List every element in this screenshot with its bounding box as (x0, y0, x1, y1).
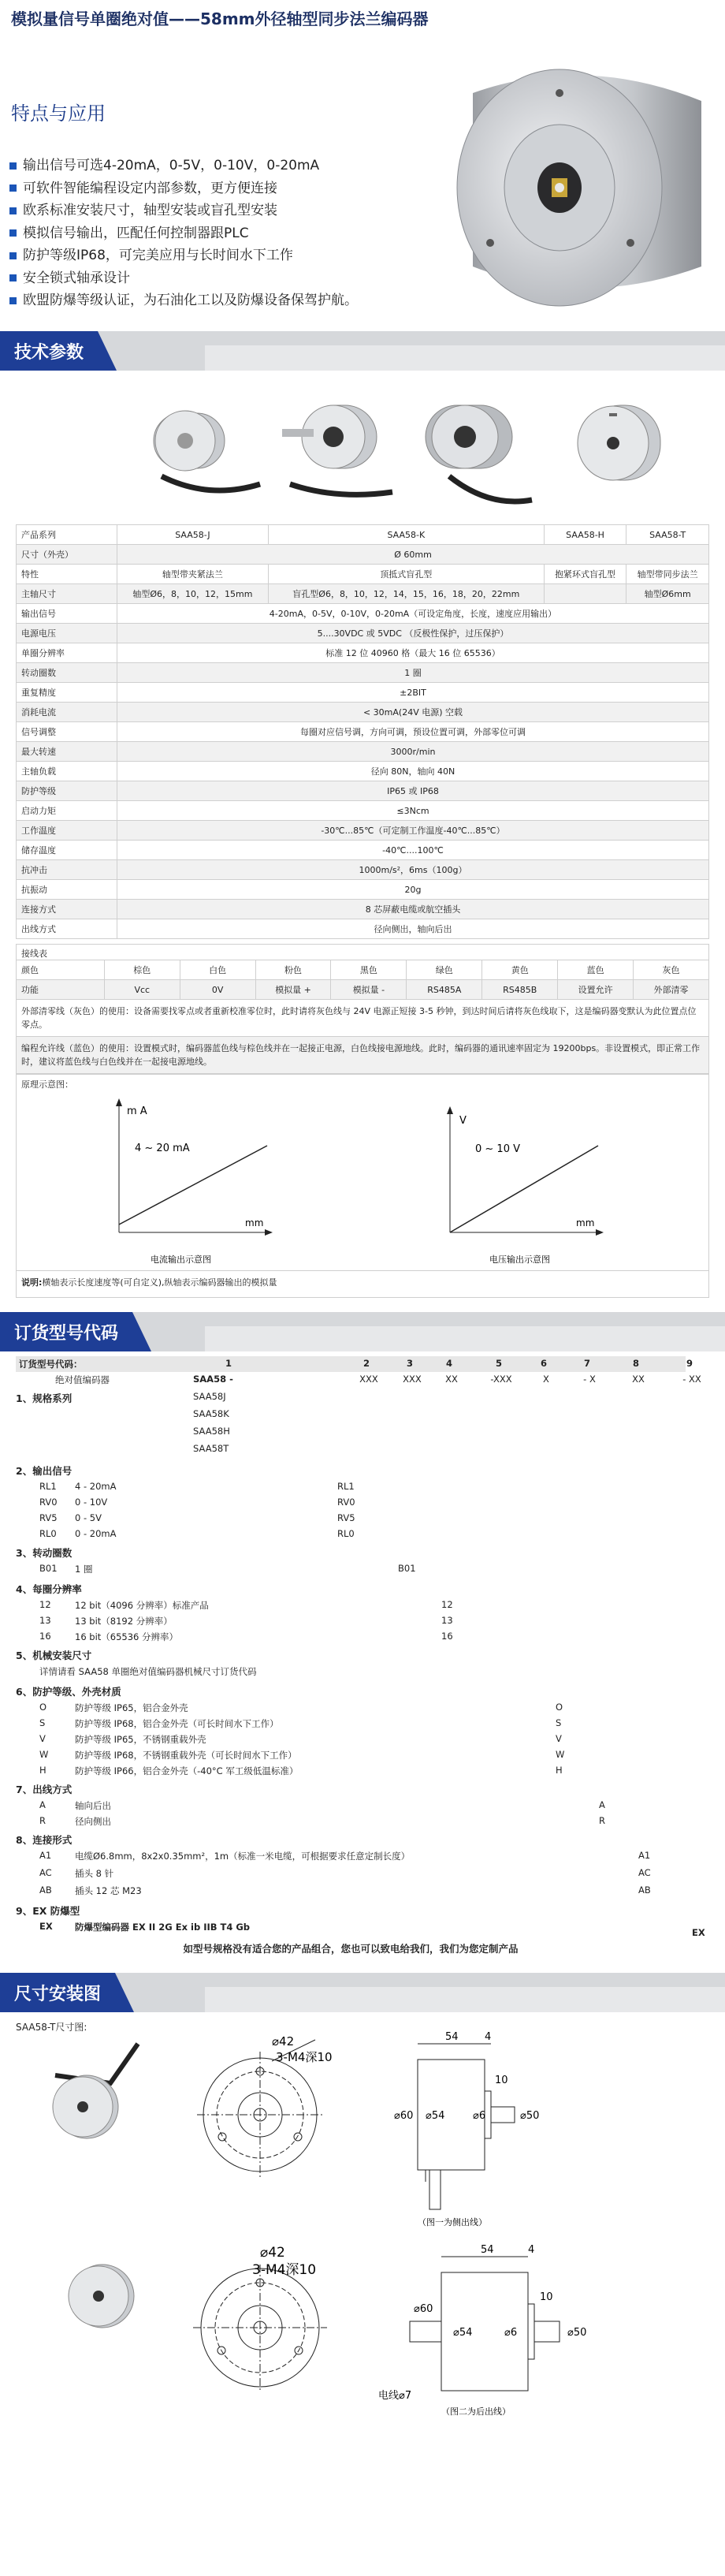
spec-value: 5....30VDC 或 5VDC （反极性保护，过压保护） (117, 624, 709, 643)
dimension-heading: 尺寸安装图 (0, 1973, 115, 2012)
d2-w54: 54 (481, 2244, 494, 2256)
spec-label: 抗振动 (17, 880, 117, 900)
order-desc: 插头 12 芯 M23 (75, 1885, 142, 1896)
spec-row (17, 880, 709, 900)
order-num: 5 (495, 1358, 502, 1369)
tech-banner (0, 331, 725, 371)
wiring-cell: 颜色 (17, 960, 105, 980)
spec-row (17, 624, 709, 643)
order-code-value: RL1 (337, 1481, 355, 1492)
spec-value: IP65 或 IP68 (117, 781, 709, 801)
order-section-title: 3、转动圈数 (16, 1547, 72, 1559)
order-desc: 防爆型编码器 EX II 2G Ex ib IIB T4 Gb (75, 1922, 251, 1933)
wiring-cell: RS485A (407, 980, 482, 1000)
intro-section (0, 0, 725, 331)
wiring-cell: 模拟量 + (255, 980, 331, 1000)
wiring-cell: 设置允许 (558, 980, 634, 1000)
spec-row (17, 643, 709, 663)
spec-value: 轴型带同步法兰 (626, 565, 709, 584)
banner-stripe (205, 1326, 725, 1351)
spec-value: 20g (117, 880, 709, 900)
d2-cable: 电线⌀7 (378, 2390, 412, 2402)
order-num: 3 (406, 1358, 413, 1369)
order-desc: 详情请看 SAA58 单圈绝对值编码器机械尺寸订货代码 (39, 1666, 257, 1677)
drawing2-front (193, 2265, 327, 2391)
model-h-image (402, 382, 536, 508)
feature-list (9, 155, 419, 312)
spec-row (17, 841, 709, 860)
principle-diagram (16, 1074, 709, 1271)
current-caption: 电流输出示意图 (151, 1254, 211, 1265)
tech-heading: 技术参数 (0, 331, 98, 371)
order-code-value: 12 (441, 1599, 453, 1610)
order-code-value: B01 (398, 1563, 416, 1574)
spec-value: SAA58-H (544, 525, 626, 545)
dimension-drawings (0, 2028, 725, 2422)
order-placeholder: X (543, 1374, 549, 1385)
spec-label: 最大转速 (17, 742, 117, 762)
voltage-y-arrow (447, 1106, 453, 1114)
order-series: SAA58J (193, 1391, 226, 1402)
order-code: RV0 (39, 1497, 58, 1508)
order-code: R (39, 1815, 46, 1826)
spec-table (16, 524, 709, 939)
order-product: 绝对值编码器 (55, 1374, 110, 1385)
photo-side-exit (53, 2044, 138, 2138)
order-code-value: R (599, 1815, 605, 1826)
order-desc: 防护等级 IP65，铝合金外壳 (75, 1702, 188, 1713)
order-desc: 轴向后出 (75, 1800, 111, 1811)
order-code: H (39, 1765, 46, 1776)
d2-w10: 10 (540, 2291, 553, 2303)
order-placeholder: -XXX (490, 1374, 512, 1385)
feature-item: 输出信号可选4-20mA，0-5V，0-10V，0-20mA (9, 155, 419, 177)
order-series: SAA58T (193, 1443, 229, 1454)
d2-w4: 4 (528, 2244, 535, 2256)
order-code: S (39, 1717, 46, 1728)
spec-value: ±2BIT (117, 683, 709, 703)
order-code-value: RV5 (337, 1512, 355, 1523)
feature-item: 安全锁式轴承设计 (9, 267, 419, 290)
spec-value: 顶抵式盲孔型 (268, 565, 544, 584)
wiring-cell: 白色 (180, 960, 255, 980)
order-code-value: H (556, 1765, 563, 1776)
order-code-value: A (599, 1799, 605, 1810)
spec-row (17, 663, 709, 683)
spec-value (544, 584, 626, 604)
current-xunit: mm (245, 1217, 264, 1228)
current-line (119, 1146, 267, 1225)
banner-stripe (205, 1987, 725, 2012)
order-series: SAA58K (193, 1408, 229, 1419)
d2-d42: ⌀42 (260, 2245, 285, 2261)
spec-value: -40℃....100℃ (117, 841, 709, 860)
order-header-label: 订货型号代码： (16, 1356, 686, 1372)
spec-row (17, 860, 709, 880)
order-desc: 13 bit（8192 分辨率） (75, 1616, 173, 1627)
order-series: SAA58H (193, 1426, 230, 1437)
order-desc: 0 - 5V (75, 1512, 102, 1523)
order-placeholder: XXX (403, 1374, 422, 1385)
feature-item: 欧系标准安装尺寸，轴型安装或盲孔型安装 (9, 199, 419, 222)
spec-label: 信号调整 (17, 722, 117, 742)
order-placeholder: - XX (682, 1374, 701, 1385)
product-title: 模拟量信号单圈绝对值——58mm外径轴型同步法兰编码器 (11, 9, 429, 28)
order-code: AC (39, 1867, 52, 1878)
d1-d42: ⌀42 (272, 2034, 295, 2048)
d2-h6: ⌀6 (504, 2327, 518, 2339)
dimension-section (0, 2012, 725, 2422)
banner-stripe (205, 345, 725, 371)
spec-value: 每圈对应信号调，方向可调，预设位置可调，外部零位可调 (117, 722, 709, 742)
bullet-icon (9, 162, 17, 170)
order-section-title: 7、出线方式 (16, 1784, 72, 1795)
spec-label: 工作温度 (17, 821, 117, 841)
current-unit: m A (127, 1105, 147, 1117)
dimension-caption: SAA58-T尺寸图: (16, 2022, 87, 2033)
order-placeholder: XX (445, 1374, 458, 1385)
d1-h54: ⌀54 (426, 2110, 445, 2122)
order-desc: 防护等级 IP66，铝合金外壳（-40°C 军工级低温标准） (75, 1765, 299, 1776)
dimension-banner (0, 1973, 725, 2012)
spec-label: 抗冲击 (17, 860, 117, 880)
voltage-x-arrow (596, 1229, 604, 1236)
wiring-note: 编程允许线（蓝色）的使用：设置模式时，编码器蓝色线与棕色线并在一起接正电源，白色线接电源地线。此时，编码器的通讯速率固定为 19200bps。非设置模式，即正常工作时，建议将蓝色线与白色线并在一起接电源地线。 (17, 1037, 709, 1074)
spec-value: 8 芯屏蔽电缆或航空插头 (117, 900, 709, 919)
order-desc: 4 - 20mA (75, 1481, 117, 1492)
order-placeholder: - X (583, 1374, 596, 1385)
order-code-value: 16 (441, 1631, 453, 1642)
spec-value: 轴型Ø6mm (626, 584, 709, 604)
spec-row (17, 584, 709, 604)
features-heading: 特点与应用 (11, 103, 106, 125)
order-section-title: 2、输出信号 (16, 1465, 72, 1477)
spec-label: 防护等级 (17, 781, 117, 801)
wiring-row (17, 960, 709, 980)
wiring-row (17, 980, 709, 1000)
d1-w10: 10 (495, 2075, 508, 2086)
order-code-value: AC (638, 1867, 651, 1878)
model-k-image (266, 382, 400, 508)
spec-label: 连接方式 (17, 900, 117, 919)
d1-h50: ⌀50 (520, 2110, 540, 2122)
d1-caption: （图一为侧出线） (418, 2217, 487, 2227)
feature-item: 防护等级IP68，可完美应用与长时间水下工作 (9, 244, 419, 267)
spec-value: 径向 80N，轴向 40N (117, 762, 709, 781)
order-desc: 径向侧出 (75, 1816, 111, 1827)
spec-label: 尺寸（外壳） (17, 545, 117, 565)
order-code: AB (39, 1884, 52, 1896)
d1-h6: ⌀6 (473, 2110, 486, 2122)
order-num: 8 (632, 1358, 639, 1369)
spec-row (17, 604, 709, 624)
current-y-arrow (116, 1098, 122, 1106)
spec-label: 电源电压 (17, 624, 117, 643)
spec-row (17, 683, 709, 703)
spec-label: 产品系列 (17, 525, 117, 545)
order-code-table (16, 1351, 709, 1973)
order-placeholder: XXX (359, 1374, 378, 1385)
spec-value: ≤3Ncm (117, 801, 709, 821)
drawing1-side (418, 2044, 515, 2209)
wiring-note-row (17, 1037, 709, 1074)
spec-value: SAA58-T (626, 525, 709, 545)
feature-item: 模拟信号输出，匹配任何控制器跟PLC (9, 222, 419, 245)
bullet-icon (9, 297, 17, 304)
order-code-value: RV0 (337, 1497, 355, 1508)
d1-w54: 54 (445, 2031, 459, 2043)
spec-row (17, 781, 709, 801)
bullet-icon (9, 207, 17, 214)
diagram-label: 原理示意图： (21, 1079, 73, 1090)
order-code: B01 (39, 1563, 58, 1574)
d1-h60: ⌀60 (394, 2110, 414, 2122)
spec-row (17, 919, 709, 939)
wiring-note: 外部清零线（灰色）的使用：设备需要找零点或者重新校准零位时，此时请将灰色线与 24V 电源正短接 3-5 秒钟，到达时间后请将灰色线取下，这是编码器变默认为此位置点位零点。 (17, 1000, 709, 1037)
wiring-cell: 0V (180, 980, 255, 1000)
order-code: 12 (39, 1599, 51, 1610)
order-code-value: RL0 (337, 1528, 355, 1539)
bullet-icon (9, 229, 17, 237)
wiring-cell: 模拟量 - (331, 980, 407, 1000)
order-num: 4 (445, 1358, 452, 1369)
spec-row (17, 545, 709, 565)
order-section-title: 8、连接形式 (16, 1834, 72, 1846)
order-code-value: V (556, 1733, 562, 1744)
order-section-title: 5、机械安装尺寸 (16, 1650, 92, 1661)
model-thumbnails (0, 371, 725, 524)
order-code: RL1 (39, 1481, 57, 1492)
spec-row (17, 742, 709, 762)
spec-value: 4-20mA，0-5V，0-10V，0-20mA（可设定角度，长度，速度应用输出） (117, 604, 709, 624)
order-code: A (39, 1799, 46, 1810)
d1-m4: 3-M4深10 (276, 2050, 333, 2064)
order-desc: 12 bit（4096 分辨率）标准产品 (75, 1600, 209, 1611)
order-code-value: A1 (638, 1850, 651, 1861)
d2-caption: （图二为后出线） (441, 2406, 511, 2417)
order-code-value: 13 (441, 1615, 453, 1626)
order-desc: 防护等级 IP68，不锈钢重载外壳（可长时间水下工作） (75, 1750, 297, 1761)
spec-row (17, 525, 709, 545)
spec-row (17, 722, 709, 742)
order-prefix: SAA58 - (193, 1374, 233, 1385)
spec-label: 启动力矩 (17, 801, 117, 821)
order-desc: 插头 8 针 (75, 1868, 114, 1879)
spec-label: 主轴负载 (17, 762, 117, 781)
wiring-cell: Vcc (104, 980, 180, 1000)
order-code-value: S (556, 1717, 562, 1728)
order-code-value: EX (692, 1927, 705, 1938)
order-desc: 防护等级 IP68，铝合金外壳（可长时间水下工作） (75, 1718, 279, 1729)
order-code: 13 (39, 1615, 51, 1626)
output-charts (17, 1075, 708, 1270)
spec-value: 1 圈 (117, 663, 709, 683)
d2-h54: ⌀54 (453, 2327, 473, 2339)
wiring-cell: 功能 (17, 980, 105, 1000)
bullet-icon (9, 185, 17, 192)
voltage-xunit: mm (576, 1217, 595, 1228)
spec-value: SAA58-J (117, 525, 269, 545)
order-desc: 防护等级 IP65，不锈钢重载外壳 (75, 1734, 206, 1745)
order-placeholder: XX (632, 1374, 645, 1385)
order-code: RV5 (39, 1512, 58, 1523)
order-desc: 0 - 20mA (75, 1528, 117, 1539)
order-heading: 订货型号代码 (0, 1312, 132, 1351)
wiring-cell: 粉色 (255, 960, 331, 980)
current-range: 4 ~ 20 mA (135, 1143, 190, 1154)
spec-label: 单圈分辨率 (17, 643, 117, 663)
order-desc: 0 - 10V (75, 1497, 108, 1508)
order-code-value: W (556, 1749, 565, 1760)
model-j-image (130, 382, 264, 508)
order-desc: 16 bit（65536 分辨率） (75, 1631, 179, 1642)
feature-item: 可软件智能编程设定内部参数，更方便连接 (9, 177, 419, 200)
order-num: 1 (225, 1358, 232, 1369)
order-section-title: 6、防护等级、外壳材质 (16, 1686, 121, 1698)
order-code: O (39, 1702, 47, 1713)
spec-value: SAA58-K (268, 525, 544, 545)
wiring-title: 接线表 (16, 944, 709, 960)
spec-row (17, 900, 709, 919)
order-code-value: O (556, 1702, 563, 1713)
spec-value: 径向侧出，轴向后出 (117, 919, 709, 939)
order-desc: 电缆Ø6.8mm，8x2x0.35mm²，1m（标准一米电缆，可根据要求任意定制长度） (75, 1851, 411, 1862)
d1-w4: 4 (485, 2031, 492, 2043)
order-code: 16 (39, 1631, 51, 1642)
spec-value: < 30mA(24V 电源) 空载 (117, 703, 709, 722)
photo-rear-exit (69, 2265, 134, 2328)
order-section-title: 4、每圈分辨率 (16, 1583, 82, 1595)
wiring-cell: 绿色 (407, 960, 482, 980)
wiring-cell: 黑色 (331, 960, 407, 980)
order-num: 2 (362, 1358, 370, 1369)
spec-row (17, 801, 709, 821)
model-t-image (542, 382, 676, 508)
bullet-icon (9, 274, 17, 281)
d2-h50: ⌀50 (567, 2327, 587, 2339)
spec-row (17, 565, 709, 584)
spec-row (17, 703, 709, 722)
wiring-cell: 外部清零 (634, 980, 709, 1000)
voltage-chart (447, 1106, 604, 1265)
spec-label: 转动圈数 (17, 663, 117, 683)
spec-row (17, 821, 709, 841)
voltage-unit: V (459, 1115, 467, 1127)
feature-item: 欧盟防爆等级认证，为石油化工以及防爆设备保驾护航。 (9, 289, 419, 312)
order-num: 6 (540, 1358, 547, 1369)
spec-label: 重复精度 (17, 683, 117, 703)
explain-text: 横轴表示长度速度等(可自定义),纵轴表示编码器输出的模拟量 (42, 1277, 277, 1288)
voltage-caption: 电压输出示意图 (489, 1254, 550, 1265)
drawing2-side (410, 2257, 560, 2391)
wiring-cell: RS485B (482, 980, 558, 1000)
wiring-note-row (17, 1000, 709, 1037)
order-section-title: 1、规格系列 (16, 1392, 72, 1404)
order-code: W (39, 1749, 49, 1760)
spec-value: Ø 60mm (117, 545, 709, 565)
spec-value: 抱紧环式盲孔型 (544, 565, 626, 584)
spec-value: -30℃...85℃（可定制工作温度-40℃...85℃） (117, 821, 709, 841)
order-section-title: 9、EX 防爆型 (16, 1905, 80, 1917)
current-x-arrow (265, 1229, 273, 1236)
order-code: A1 (39, 1850, 52, 1861)
order-footer: 如型号规格没有适合您的产品组合，您也可以致电给我们，我们为您定制产品 (183, 1943, 519, 1955)
wiring-table (16, 960, 709, 1074)
d2-h60: ⌀60 (414, 2303, 433, 2315)
order-num: 7 (583, 1358, 590, 1369)
spec-row (17, 762, 709, 781)
order-code: V (39, 1733, 46, 1744)
wiring-cell: 棕色 (104, 960, 180, 980)
wiring-cell: 灰色 (634, 960, 709, 980)
order-code-value: AB (638, 1884, 651, 1896)
order-desc: 1 圈 (75, 1564, 93, 1575)
order-num: 9 (686, 1358, 693, 1369)
spec-value: 轴型带夹紧法兰 (117, 565, 269, 584)
voltage-range: 0 ~ 10 V (475, 1143, 520, 1155)
spec-label: 输出信号 (17, 604, 117, 624)
spec-value: 轴型Ø6，8，10，12，15mm (117, 584, 269, 604)
diagram-explanation (16, 1271, 709, 1298)
d2-m4: 3-M4深10 (252, 2262, 317, 2278)
spec-label: 特性 (17, 565, 117, 584)
spec-label: 出线方式 (17, 919, 117, 939)
explain-label: 说明: (21, 1277, 43, 1288)
spec-label: 储存温度 (17, 841, 117, 860)
spec-value: 盲孔型Ø6，8，10，12，14，15，16，18，20，22mm (268, 584, 544, 604)
wiring-cell: 黄色 (482, 960, 558, 980)
current-chart (116, 1098, 273, 1265)
spec-label: 消耗电流 (17, 703, 117, 722)
order-code: RL0 (39, 1528, 57, 1539)
spec-value: 标准 12 位 40960 格（最大 16 位 65536） (117, 643, 709, 663)
spec-value: 1000m/s²，6ms（100g） (117, 860, 709, 880)
spec-label: 主轴尺寸 (17, 584, 117, 604)
order-banner (0, 1312, 725, 1351)
wiring-cell: 蓝色 (558, 960, 634, 980)
order-code: EX (39, 1921, 53, 1932)
bullet-icon (9, 252, 17, 259)
encoder-product-image (441, 38, 725, 322)
spec-value: 3000r/min (117, 742, 709, 762)
